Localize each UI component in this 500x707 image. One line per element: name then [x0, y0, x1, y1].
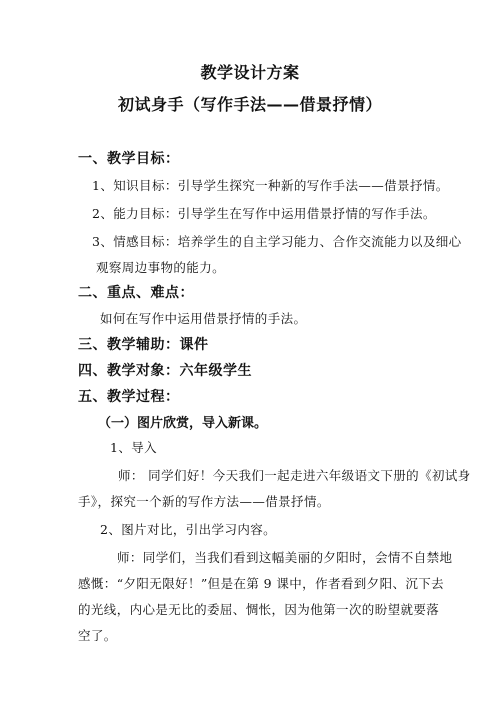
process-paragraph-2-line-4: 空了。	[78, 628, 117, 643]
process-paragraph-1-line-2: 手》，探究一个新的写作方法——借景抒情。	[78, 494, 330, 509]
key-points-text: 如何在写作中运用借景抒情的手法。	[100, 311, 307, 326]
document-subtitle: 初试身手（写作手法——借景抒情）	[117, 95, 382, 114]
process-paragraph-1-line-1: 师： 同学们好！今天我们一起走进六年级语文下册的《初试身	[118, 468, 471, 483]
objective-knowledge: 1、知识目标：引导学生探究一种新的写作手法——借景抒情。	[92, 178, 449, 193]
process-part-1-heading: （一）图片欣赏，导入新课。	[98, 416, 268, 431]
section-heading-teaching-aids: 三、教学辅助：课件	[78, 337, 209, 353]
process-paragraph-2-line-2: 感慨：“夕阳无限好！”但是在第 9 课中，作者看到夕阳、沉下去	[78, 576, 445, 591]
document-title: 教学设计方案	[200, 63, 300, 82]
process-step-1: 1、导入	[110, 440, 158, 455]
section-heading-teaching-process: 五、教学过程：	[78, 389, 180, 405]
process-step-2: 2、图片对比，引出学习内容。	[100, 522, 277, 537]
section-heading-teaching-target: 四、教学对象：六年级学生	[78, 363, 252, 379]
section-heading-key-points: 二、重点、难点：	[78, 285, 194, 301]
process-paragraph-2-line-1: 师：同学们，当我们看到这幅美丽的夕阳时，会情不自禁地	[117, 550, 453, 565]
objective-ability: 2、能力目标：引导学生在写作中运用借景抒情的写作手法。	[92, 206, 436, 221]
section-heading-objectives: 一、教学目标：	[78, 151, 180, 167]
objective-emotion-line-1: 3、情感目标：培养学生的自主学习能力、合作交流能力以及细心	[92, 234, 462, 249]
process-paragraph-2-line-3: 的光线，内心是无比的委屈、惆怅，因为他第一次的盼望就要落	[78, 602, 440, 617]
objective-emotion-line-2: 观察周边事物的能力。	[96, 260, 226, 275]
